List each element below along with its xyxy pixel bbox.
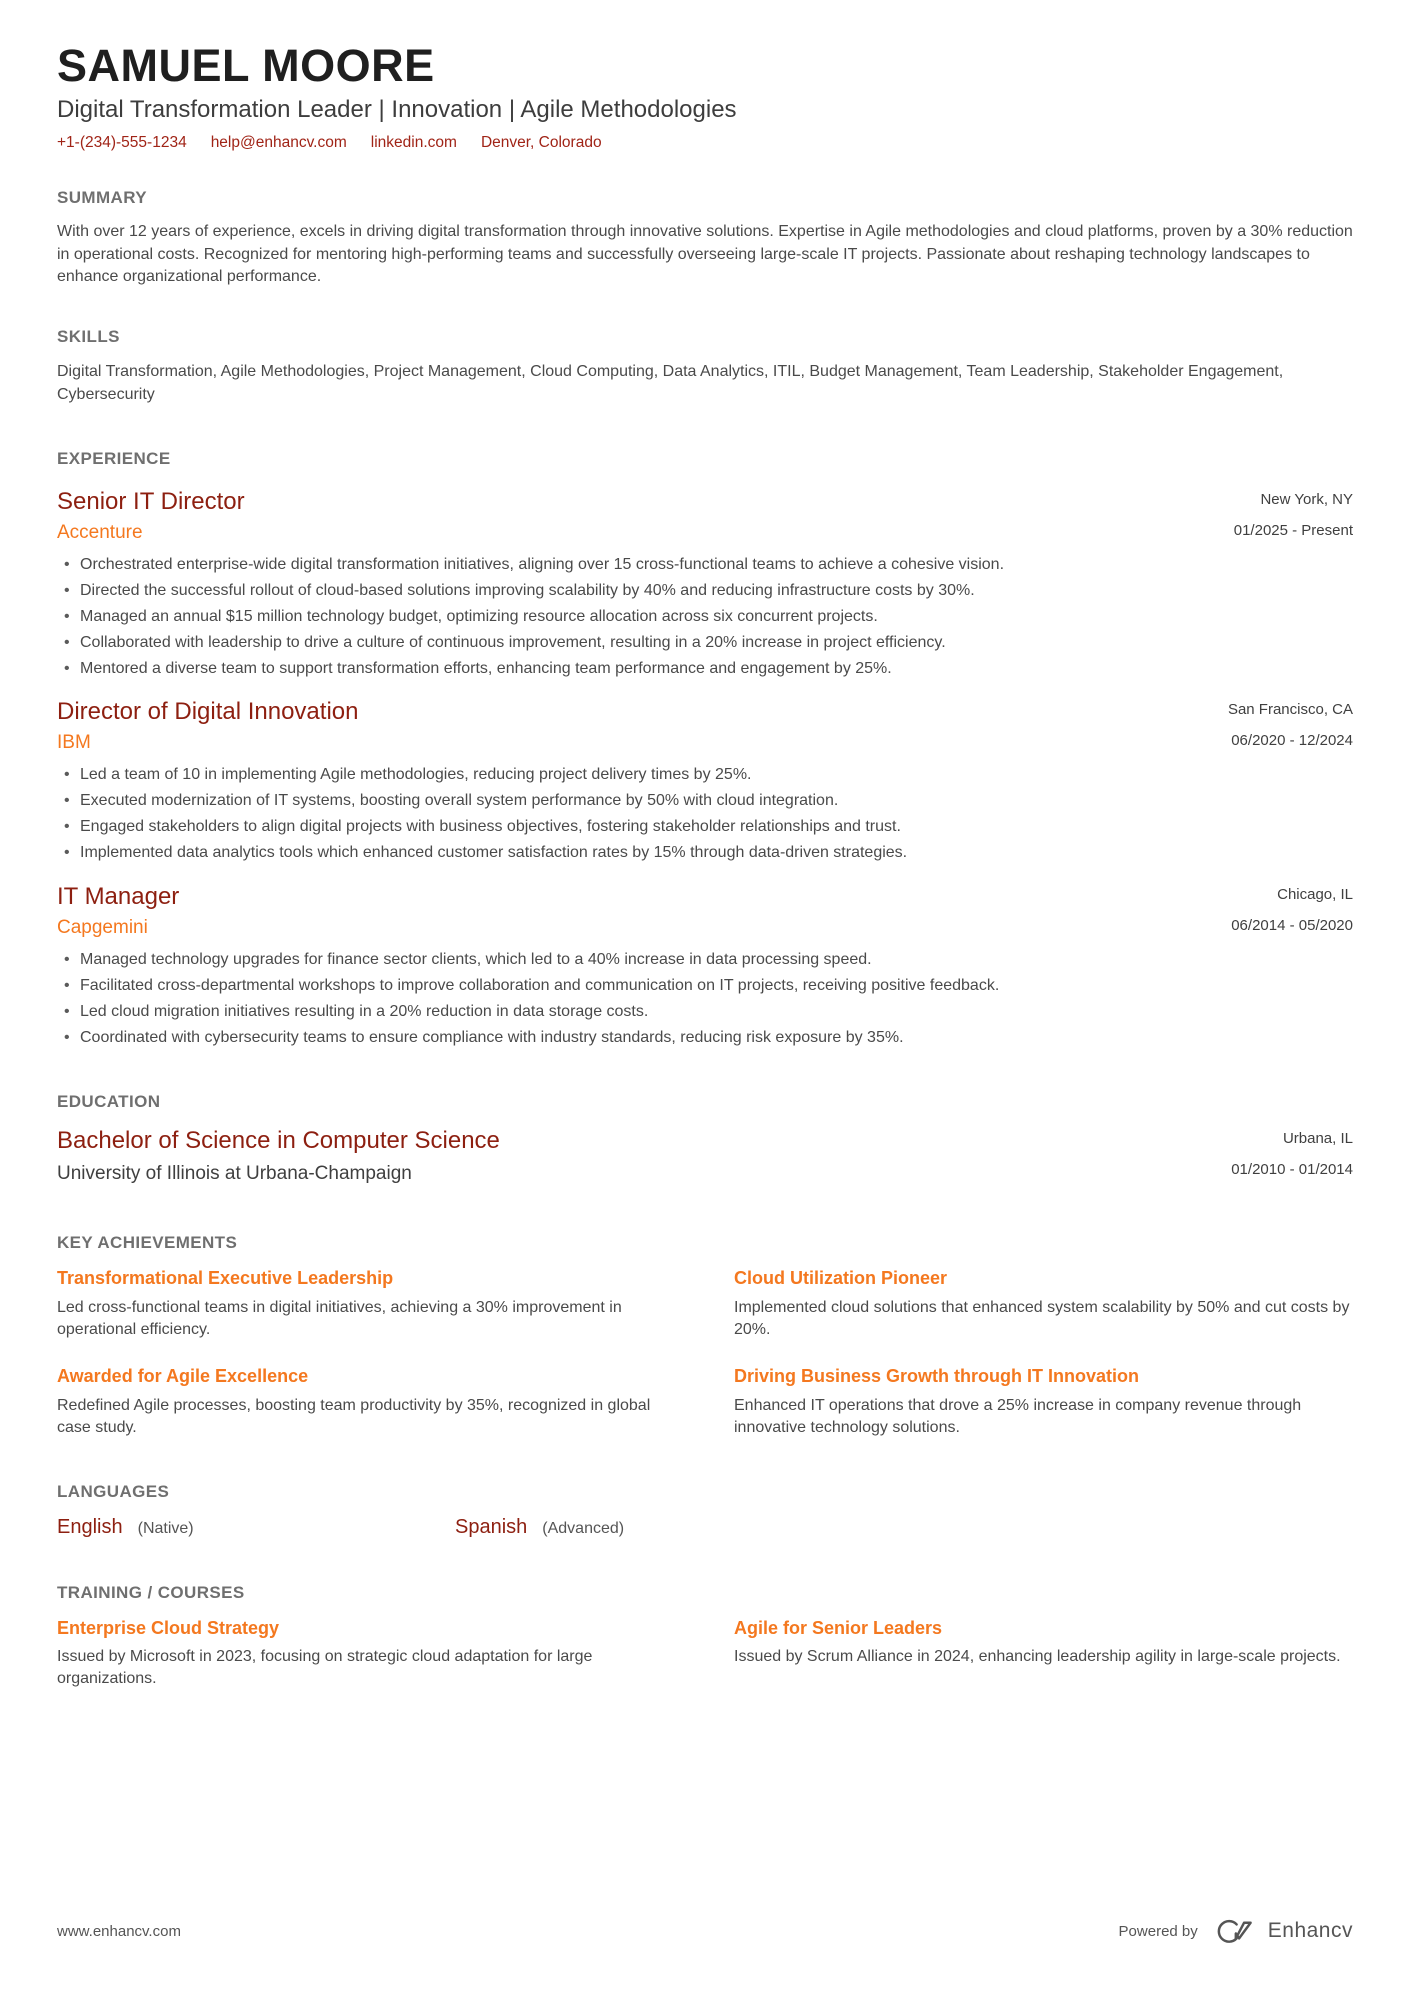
education-heading: EDUCATION (57, 1092, 161, 1111)
job-header (57, 697, 1353, 754)
language-name: English (57, 1515, 123, 1538)
page-footer (57, 1915, 1353, 1947)
education-degree: Bachelor of Science in Computer Science (57, 1127, 500, 1154)
achievement-item (57, 1365, 676, 1439)
achievement-title: Driving Business Growth through IT Innovation (734, 1366, 1139, 1387)
summary-text: With over 12 years of experience, excels in driving digital transformation through innovative solutions. Expertise in Agile methodologies and cloud platforms, proven by a 30% reduction in operational costs. Recognized for mentoring high-performing teams and successfully overseeing large-scale IT projects. Passionate about reshaping technology landscapes to enhance organizational performance. (57, 223, 1353, 286)
job-bullet: • Managed technology upgrades for finance sector clients, which led to a 40% increase in data processing speed. (57, 949, 1353, 970)
job-company: Accenture (57, 521, 143, 543)
training-grid (57, 1617, 1353, 1691)
brand-name: Enhancv (1267, 1919, 1353, 1942)
achievement-item (734, 1365, 1353, 1439)
achievements-grid (57, 1267, 1353, 1440)
job-title: Director of Digital Innovation (57, 698, 359, 726)
summary-heading: SUMMARY (57, 188, 147, 208)
job-location: San Francisco, CA (1227, 701, 1353, 719)
experience-heading: EXPERIENCE (57, 448, 171, 468)
experience-entry (57, 487, 1353, 680)
education-degree-block (57, 1126, 500, 1185)
achievement-title: Cloud Utilization Pioneer (734, 1268, 948, 1288)
section-summary (57, 188, 1353, 289)
section-skills (57, 327, 1353, 406)
language-level: (Native) (137, 1519, 194, 1537)
education-entry (57, 1126, 1353, 1185)
education-school: University of Illinois at Urbana-Champaign (57, 1163, 412, 1184)
achievement-title: Awarded for Agile Excellence (57, 1366, 309, 1387)
section-training (57, 1583, 1353, 1691)
education-meta (1231, 1126, 1353, 1185)
job-bullets (57, 949, 1353, 1048)
section-experience (57, 449, 1353, 1048)
enhancv-logo-icon (1212, 1915, 1258, 1947)
job-dates: 06/2020 - 12/2024 (1231, 732, 1353, 750)
section-achievements (57, 1233, 1353, 1440)
languages-row (57, 1516, 1353, 1539)
skills-heading: SKILLS (57, 327, 120, 347)
job-meta (1234, 487, 1353, 539)
language-item (455, 1516, 624, 1539)
job-bullet: • Led a team of 10 in implementing Agile methodologies, reducing project delivery times by 25%. (57, 764, 1353, 785)
course-title: Agile for Senior Leaders (734, 1617, 943, 1638)
footer-brand-link[interactable] (1119, 1915, 1353, 1947)
contact-location: Denver, Colorado (480, 134, 602, 152)
education-location: Urbana, IL (1282, 1130, 1353, 1147)
achievement-text: Redefined Agile processes, boosting team productivity by 35%, recognized in global case study. (57, 1396, 651, 1437)
achievements-heading: KEY ACHIEVEMENTS (57, 1233, 238, 1252)
experience-entry (57, 697, 1353, 863)
job-bullet: • Collaborated with leadership to drive a culture of continuous improvement, resulting in a 20% increase in project efficiency. (57, 632, 1353, 653)
job-meta (1231, 882, 1353, 934)
languages-heading: LANGUAGES (57, 1481, 170, 1501)
training-heading: TRAINING / COURSES (57, 1582, 245, 1602)
education-dates: 01/2010 - 01/2014 (1231, 1161, 1353, 1178)
job-bullet: • Facilitated cross-departmental workshops to improve collaboration and communication on IT projects, receiving positive feedback. (57, 975, 1353, 996)
contact-linkedin[interactable]: linkedin.com (370, 134, 457, 152)
section-languages (57, 1482, 1353, 1539)
course-item (57, 1617, 676, 1691)
job-bullets (57, 554, 1353, 680)
job-bullet: • Managed an annual $15 million technology budget, optimizing resource allocation across six concurrent projects. (57, 606, 1353, 627)
language-item (57, 1516, 455, 1539)
section-education (57, 1092, 1353, 1185)
job-dates: 06/2014 - 05/2020 (1231, 916, 1353, 934)
achievement-text: Enhanced IT operations that drove a 25% increase in company revenue through innovative technology solutions. (734, 1396, 1302, 1437)
footer-website-link[interactable]: www.enhancv.com (57, 1922, 181, 1940)
job-location: New York, NY (1260, 490, 1353, 508)
job-title-block (57, 487, 245, 544)
resume-header (57, 42, 1353, 152)
job-title: Senior IT Director (57, 487, 245, 515)
job-company: Capgemini (57, 916, 148, 938)
job-bullet: • Coordinated with cybersecurity teams to ensure compliance with industry standards, reducing risk exposure by 35%. (57, 1027, 1353, 1048)
job-header (57, 487, 1353, 544)
contact-phone[interactable]: +1-(234)-555-1234 (57, 134, 187, 152)
achievement-text: Led cross-functional teams in digital initiatives, achieving a 30% improvement in operational efficiency. (57, 1298, 622, 1338)
language-name: Spanish (455, 1515, 528, 1538)
job-bullets (57, 764, 1353, 863)
course-text: Issued by Microsoft in 2023, focusing on strategic cloud adaptation for large organizations. (57, 1648, 593, 1688)
experience-entry (57, 882, 1353, 1048)
course-item (734, 1617, 1353, 1691)
job-bullet: • Implemented data analytics tools which enhanced customer satisfaction rates by 15% through data-driven strategies. (57, 842, 1353, 863)
contact-row (57, 134, 1353, 152)
powered-by-label: Powered by (1118, 1922, 1198, 1940)
course-text: Issued by Scrum Alliance in 2024, enhancing leadership agility in large-scale projects. (734, 1648, 1341, 1666)
language-level: (Advanced) (542, 1519, 625, 1537)
job-bullet: • Engaged stakeholders to align digital projects with business objectives, fostering stakeholder relationships and trust. (57, 816, 1353, 837)
course-title: Enterprise Cloud Strategy (57, 1617, 280, 1638)
achievement-title: Transformational Executive Leadership (57, 1268, 394, 1288)
achievement-item (57, 1267, 676, 1341)
job-header (57, 882, 1353, 939)
job-meta (1228, 697, 1353, 749)
job-bullet: • Mentored a diverse team to support transformation efforts, enhancing team performance and engagement by 25%. (57, 658, 1353, 679)
contact-email[interactable]: help@enhancv.com (210, 134, 347, 152)
person-headline: Digital Transformation Leader | Innovation | Agile Methodologies (57, 96, 737, 124)
skills-text: Digital Transformation, Agile Methodologies, Project Management, Cloud Computing, Data Analytics, ITIL, Budget Management, Team Leadership, Stakeholder Engagement, Cybersecurity (57, 363, 1284, 404)
job-dates: 01/2025 - Present (1233, 521, 1353, 539)
job-title: IT Manager (57, 882, 180, 910)
job-title-block (57, 882, 179, 939)
job-location: Chicago, IL (1277, 885, 1353, 903)
job-bullet: • Led cloud migration initiatives resulting in a 20% reduction in data storage costs. (57, 1001, 1353, 1022)
job-bullet: • Executed modernization of IT systems, boosting overall system performance by 50% with cloud integration. (57, 790, 1353, 811)
achievement-item (734, 1267, 1353, 1341)
job-company: IBM (57, 732, 91, 754)
achievement-text: Implemented cloud solutions that enhanced system scalability by 50% and cut costs by 20%. (734, 1298, 1350, 1338)
job-bullet: • Directed the successful rollout of cloud-based solutions improving scalability by 40% and reducing infrastructure costs by 30%. (57, 580, 1353, 601)
person-name: SAMUEL MOORE (57, 40, 435, 91)
job-bullet: • Orchestrated enterprise-wide digital transformation initiatives, aligning over 15 cross-functional teams to achieve a cohesive vision. (57, 554, 1353, 575)
job-title-block (57, 697, 358, 754)
